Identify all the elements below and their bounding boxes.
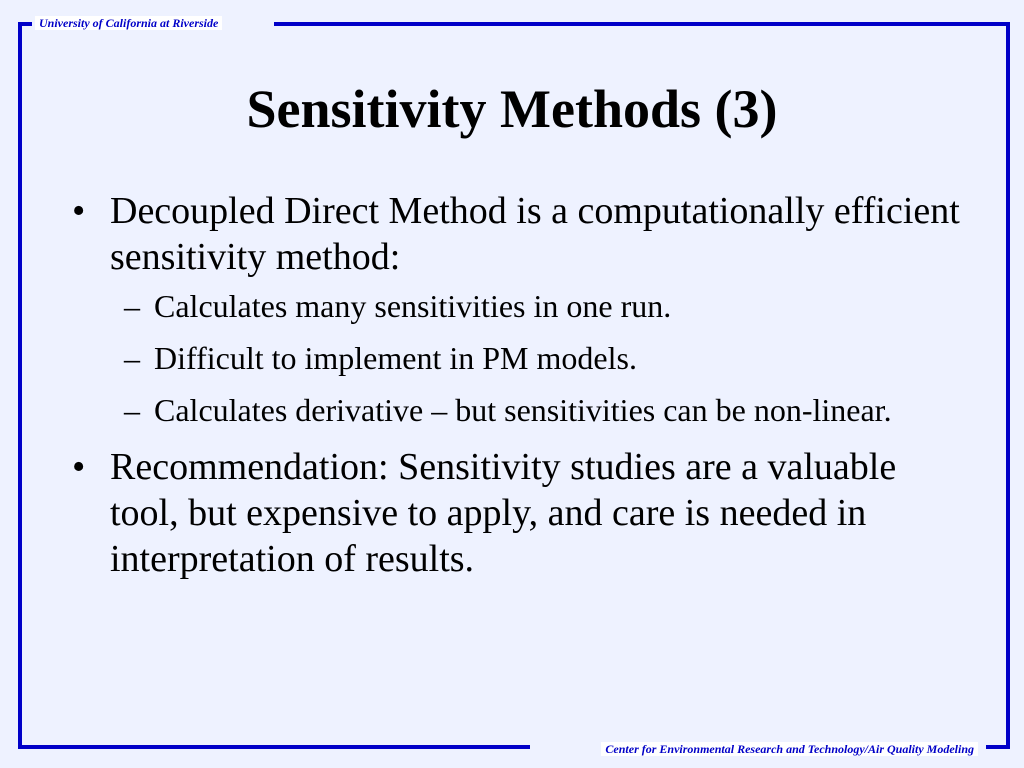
slide-title: Sensitivity Methods (3) [246, 79, 778, 139]
bullet-item [72, 188, 972, 280]
sub-bullet-text: Calculates many sensitivities in one run. [154, 288, 672, 324]
bullet-marker: • [72, 446, 86, 488]
sub-bullet-text: Calculates derivative – but sensitivities can be non-linear. [154, 392, 892, 428]
sub-bullet-item [72, 288, 944, 324]
sub-bullet-marker: – [124, 340, 140, 376]
frame-top-right-segment [274, 22, 1010, 26]
frame-bottom-right-segment [986, 745, 1010, 749]
bullet-text: Recommendation: Sensitivity studies are a valuable tool, but expensive to apply, and care is needed in interpretation of results. [110, 446, 897, 580]
sub-bullet-item [72, 392, 944, 428]
frame-bottom-left-segment [18, 745, 530, 749]
sub-bullet-marker: – [124, 392, 140, 428]
sub-bullet-list [72, 288, 972, 428]
bullet-item [72, 444, 972, 582]
slide-content [72, 188, 972, 590]
sub-bullet-marker: – [124, 288, 140, 324]
sub-bullet-item [72, 340, 944, 376]
bullet-marker: • [72, 190, 86, 232]
footer-center-name: Center for Environmental Research and Technology/Air Quality Modeling [601, 742, 978, 756]
bullet-text: Decoupled Direct Method is a computationally efficient sensitivity method: [110, 190, 960, 278]
header-institution: University of California at Riverside [35, 16, 222, 30]
sub-bullet-text: Difficult to implement in PM models. [154, 340, 637, 376]
